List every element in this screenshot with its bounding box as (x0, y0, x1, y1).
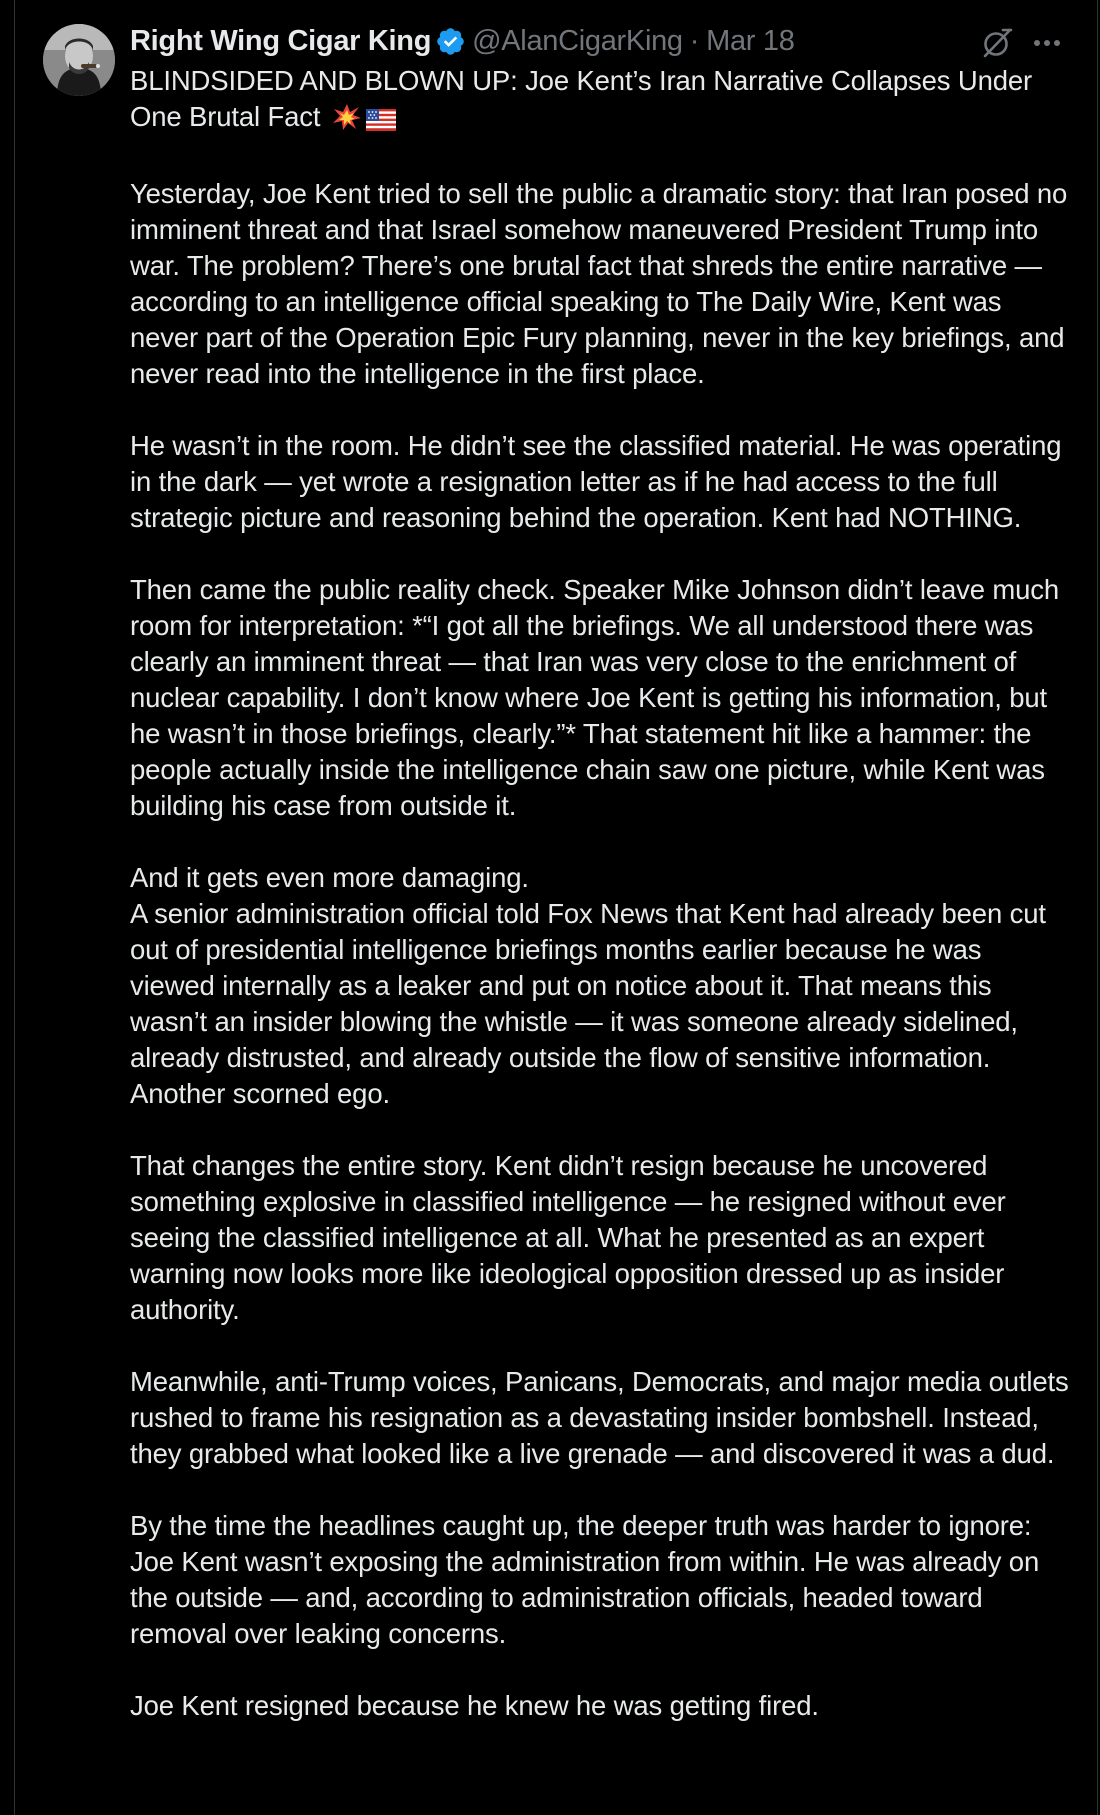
paragraph-spacer (130, 140, 1070, 176)
author-name[interactable]: Right Wing Cigar King (130, 24, 432, 57)
more-options-icon[interactable] (1030, 26, 1064, 60)
verified-badge-icon (435, 26, 466, 57)
paragraph-spacer (130, 1328, 1070, 1364)
tweet-paragraph: A senior administration official told Fox News that Kent had already been cut out of presidential intelligence briefings months earlier because he was viewed internally as a leaker and put on notice about it. That means this wasn’t an insider blowing the whistle — it was someone already sidelined, already distrusted, and already outside the flow of sensitive information. Another scorned ego. (130, 898, 1046, 1109)
paragraph-spacer (130, 824, 1070, 860)
tweet-header (130, 20, 795, 62)
tweet-paragraph: And it gets even more damaging. (130, 862, 529, 893)
us-flag-emoji (366, 104, 396, 140)
tweet-title-line-1: BLINDSIDED AND BLOWN UP: Joe Kent’s Iran Narrative Collapses Under (130, 65, 1033, 96)
collision-emoji (332, 103, 362, 140)
grok-icon[interactable] (980, 26, 1014, 60)
paragraph-spacer (130, 392, 1070, 428)
tweet-date[interactable]: Mar 18 (706, 24, 795, 57)
header-separator: · (689, 24, 700, 57)
tweet-title-line-2 (130, 99, 1070, 140)
author-avatar[interactable] (43, 24, 115, 96)
tweet-paragraph: Meanwhile, anti-Trump voices, Panicans, Democrats, and major media outlets rushed to frame his resignation as a devastating insider bombshell. Instead, they grabbed what looked like a live grenade — and discovered it was a dud. (130, 1366, 1069, 1469)
paragraph-spacer (130, 1112, 1070, 1148)
tweet-title-text: One Brutal Fact (130, 101, 321, 132)
tweet-paragraph: Yesterday, Joe Kent tried to sell the public a dramatic story: that Iran posed no imminent threat and that Israel somehow maneuvered President Trump into war. The problem? There’s one brutal fact that shreds the entire narrative — according to an intelligence official speaking to The Daily Wire, Kent was never part of the Operation Epic Fury planning, never in the key briefings, and never read into the intelligence in the first place. (130, 178, 1068, 389)
tweet-paragraph: That changes the entire story. Kent didn’t resign because he uncovered something explosive in classified intelligence — he resigned without ever seeing the classified intelligence at all. What he presented as an expert warning now looks more like ideological opposition dressed up as insider authority. (130, 1150, 1006, 1325)
paragraph-spacer (130, 536, 1070, 572)
tweet-paragraph: Then came the public reality check. Speaker Mike Johnson didn’t leave much room for interpretation: *“I got all the briefings. We all understood there was clearly an imminent threat — that Iran was very close to the enrichment of nuclear capability. I don’t know where Joe Kent is getting his information, but he wasn’t in those briefings, clearly.”* That statement hit like a hammer: the people actually inside the intelligence chain saw one picture, while Kent was building his case from outside it. (130, 574, 1059, 821)
tweet-paragraph: Joe Kent resigned because he knew he was getting fired. (130, 1690, 819, 1721)
tweet-paragraph: He wasn’t in the room. He didn’t see the classified material. He was operating in the dark — yet wrote a resignation letter as if he had access to the full strategic picture and reasoning behind the operation. Kent had NOTHING. (130, 430, 1062, 533)
paragraph-spacer (130, 1472, 1070, 1508)
paragraph-spacer (130, 1652, 1070, 1688)
tweet-paragraph: By the time the headlines caught up, the deeper truth was harder to ignore: Joe Kent wasn’t exposing the administration from within. He was already on the outside — and, according to administration officials, headed toward removal over leaking concerns. (130, 1510, 1040, 1649)
tweet-text (130, 63, 1070, 1724)
author-handle[interactable]: @AlanCigarKing (472, 24, 683, 57)
avatar-image (43, 24, 115, 96)
